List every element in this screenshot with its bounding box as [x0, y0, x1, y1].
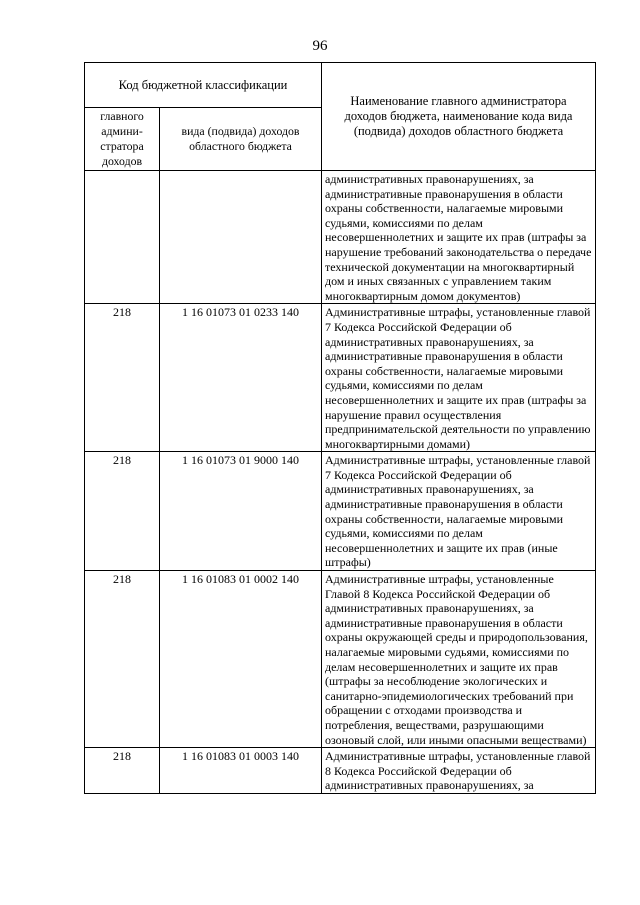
revenue-description: Административные штрафы, установленные главой 7 Кодекса Российской Федерации об административных правонарушениях, за административные правонарушения в области охраны собственности, налагаемые мировыми судьями, комиссиями по делам несовершеннолетних и защите их прав (штрафы за нарушение правил осуществления предпринимательской деятельности по управлению многоквартирными домами) — [322, 304, 596, 452]
administrator-code: 218 — [85, 571, 160, 748]
revenue-description: административных правонарушениях, за административные правонарушения в области охраны собственности, налагаемые мировыми судьями, комиссиями по делам несовершеннолетних и защите их прав (штрафы за нарушение требований законодательства о передаче технической документации на многоквартирный дом и иных связанных с управлением таким многоквартирным домом документов) — [322, 171, 596, 304]
budget-classification-table — [84, 62, 596, 794]
table-row — [85, 304, 596, 452]
revenue-code — [160, 171, 322, 304]
revenue-code: 1 16 01083 01 0003 140 — [160, 748, 322, 794]
administrator-code: 218 — [85, 452, 160, 571]
table-row — [85, 171, 596, 304]
header-revenue-type-code: вида (подвида) доходов областного бюджета — [160, 108, 322, 171]
administrator-code — [85, 171, 160, 304]
header-revenue-name: Наименование главного администратора доходов бюджета, наименование кода вида (подвида) доходов областного бюджета — [322, 63, 596, 171]
administrator-code: 218 — [85, 748, 160, 794]
revenue-code: 1 16 01083 01 0002 140 — [160, 571, 322, 748]
revenue-code: 1 16 01073 01 0233 140 — [160, 304, 322, 452]
administrator-code: 218 — [85, 304, 160, 452]
header-budget-code-group: Код бюджетной классификации — [85, 63, 322, 108]
header-main-administrator: главного админи-стратора доходов — [85, 108, 160, 171]
revenue-code: 1 16 01073 01 9000 140 — [160, 452, 322, 571]
table-row — [85, 571, 596, 748]
revenue-description: Административные штрафы, установленные главой 8 Кодекса Российской Федерации об административных правонарушениях, за — [322, 748, 596, 794]
revenue-description: Административные штрафы, установленные главой 7 Кодекса Российской Федерации об административных правонарушениях, за административные правонарушения в области охраны собственности, налагаемые мировыми судьями, комиссиями по делам несовершеннолетних и защите их прав (иные штрафы) — [322, 452, 596, 571]
revenue-description: Административные штрафы, установленные Главой 8 Кодекса Российской Федерации об административных правонарушениях, за административные правонарушения в области охраны окружающей среды и природопользования, налагаемые мировыми судьями, комиссиями по делам несовершеннолетних и защите их прав (штрафы за несоблюдение экологических и санитарно-эпидемиологических требований при обращении с отходами производства и потребления, веществами, разрушающими озоновый слой, или иными опасными веществами) — [322, 571, 596, 748]
header-row-group — [85, 63, 596, 108]
page-number: 96 — [312, 38, 328, 54]
table-row — [85, 452, 596, 571]
table-row — [85, 748, 596, 794]
